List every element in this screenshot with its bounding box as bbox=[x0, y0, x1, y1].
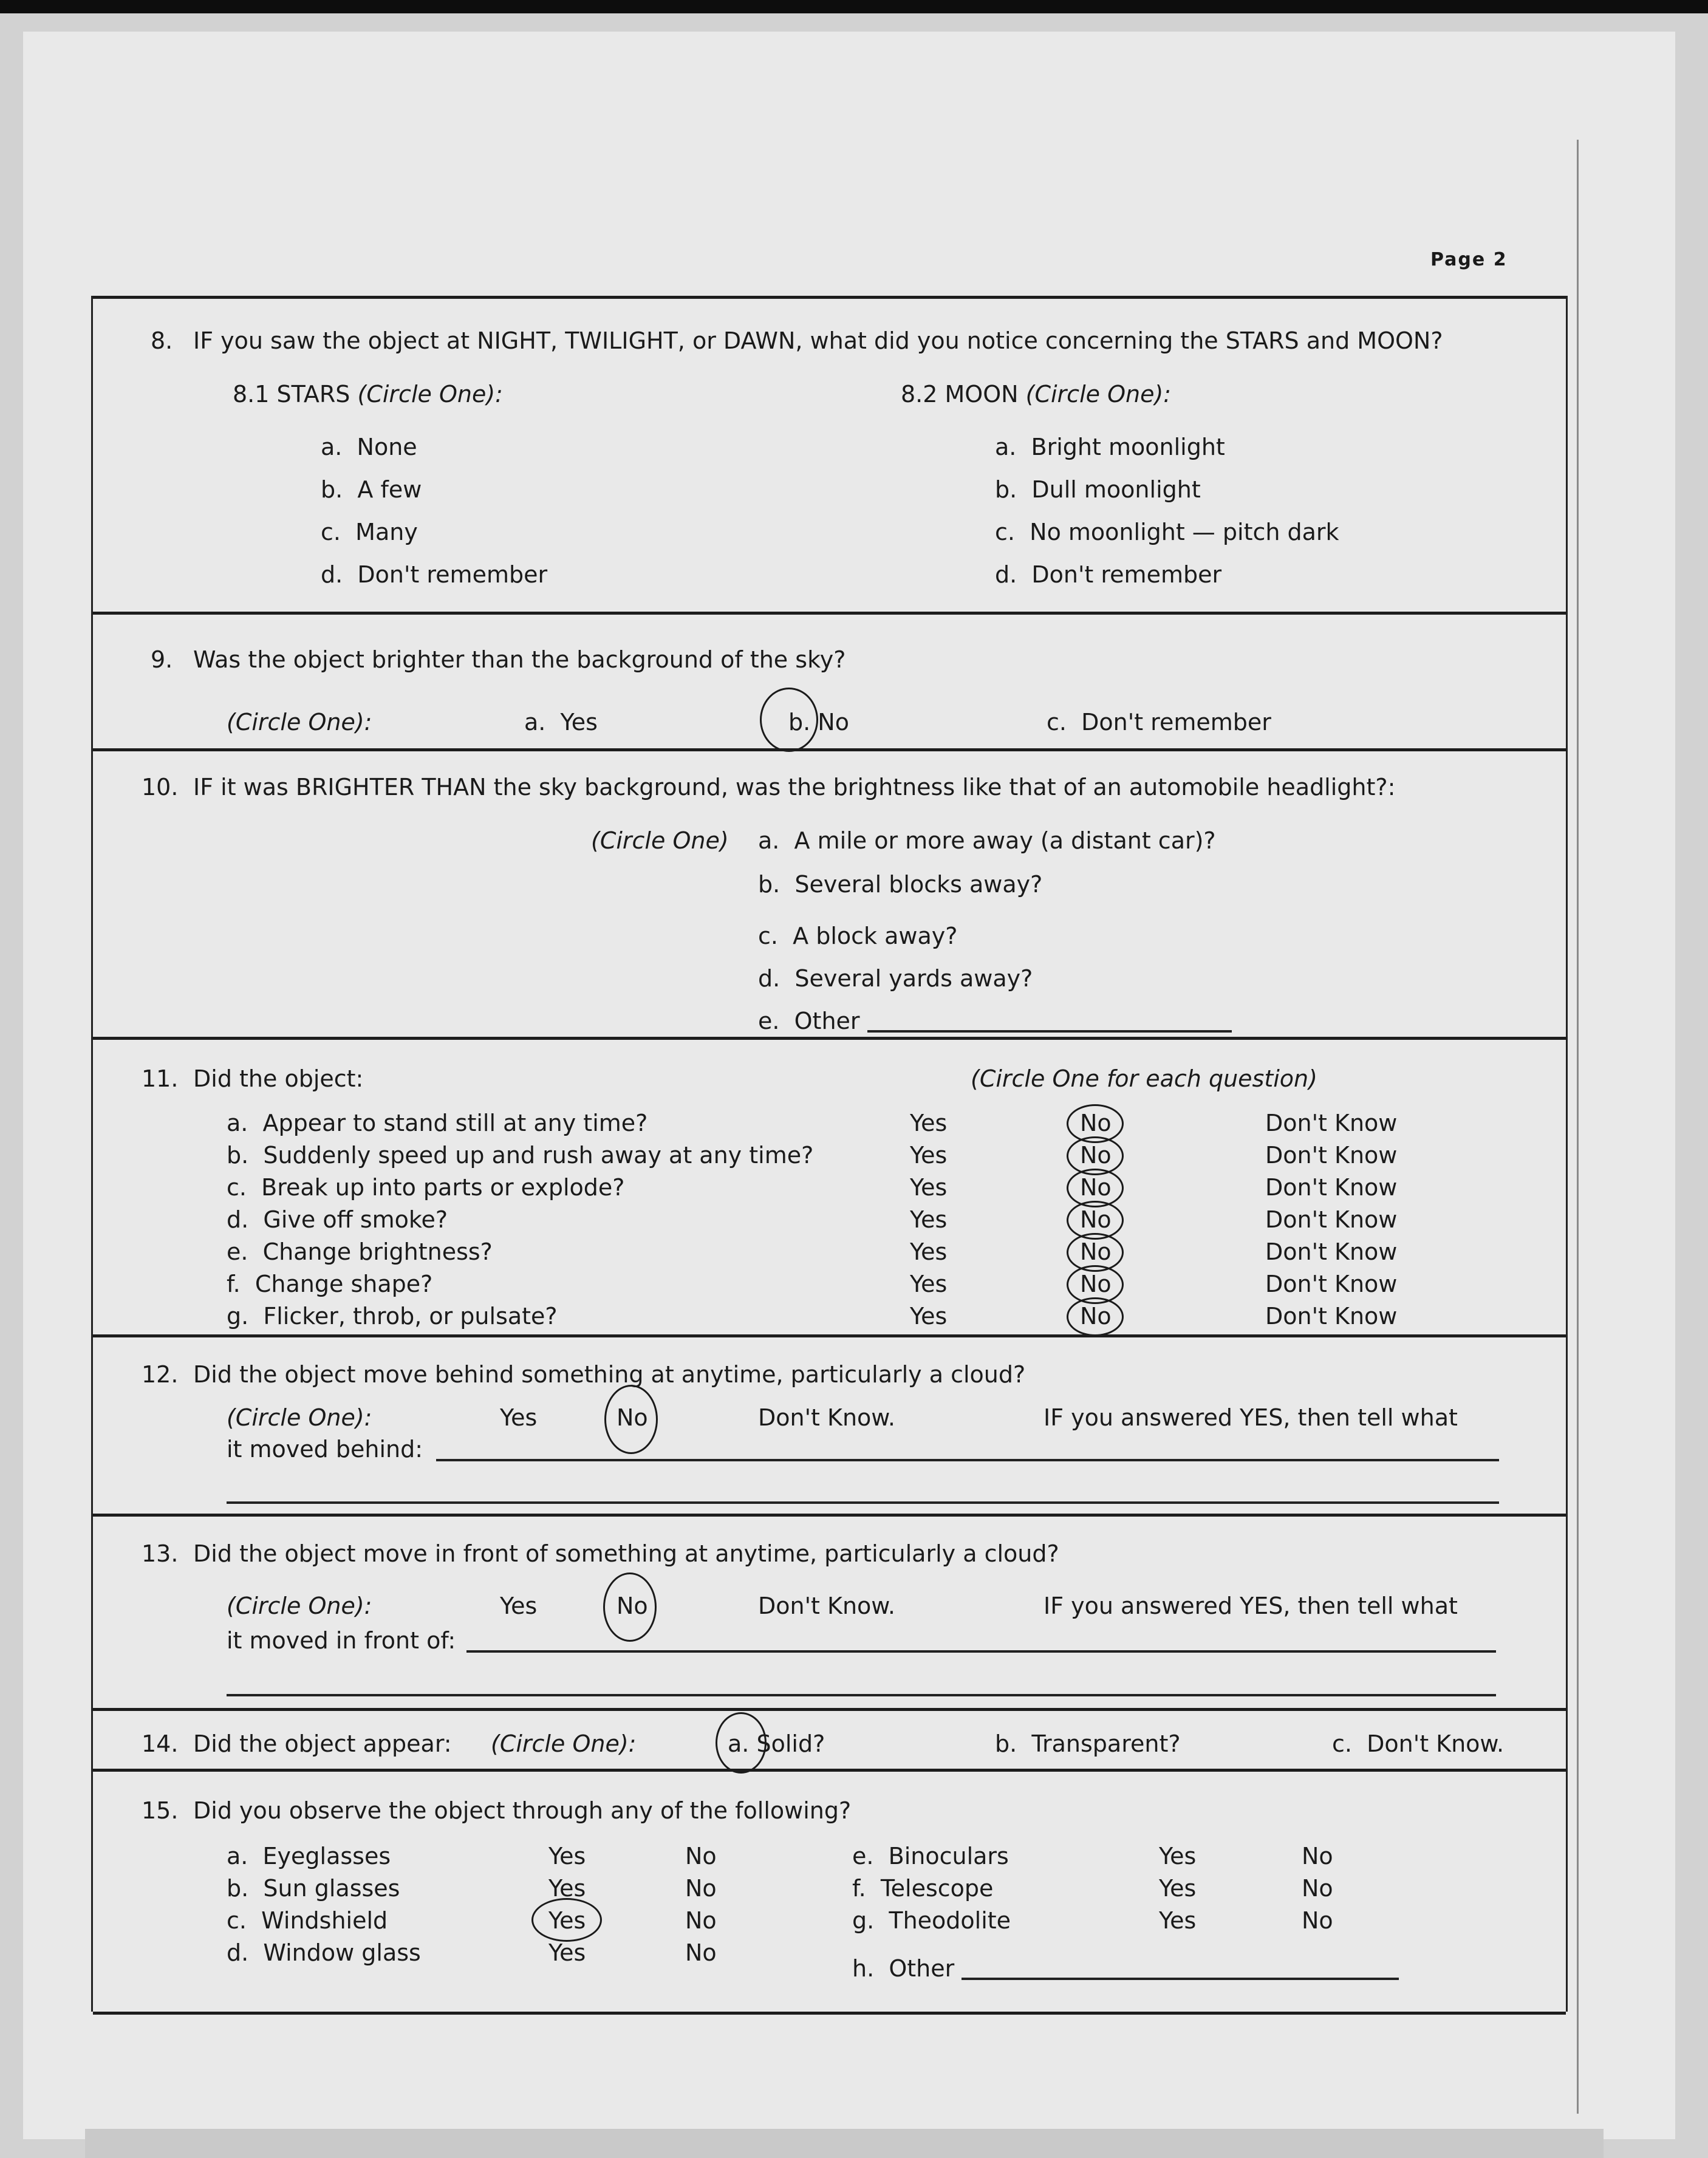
q11-choice-don-t-know[interactable]: Don't Know bbox=[1265, 1174, 1398, 1201]
q12-choice-no[interactable]: No bbox=[617, 1404, 648, 1431]
q11-choice-don-t-know[interactable]: Don't Know bbox=[1265, 1206, 1398, 1233]
question-9 bbox=[93, 612, 1566, 751]
q11-choice-don-t-know[interactable]: Don't Know bbox=[1265, 1303, 1398, 1330]
q11-choice-no[interactable]: No bbox=[1080, 1206, 1112, 1233]
question-number: 11. bbox=[142, 1065, 179, 1092]
hand-drawn-circle-mark bbox=[531, 1898, 602, 1942]
moved-behind-input-line-1[interactable] bbox=[436, 1435, 1499, 1461]
q15-choice-yes[interactable]: Yes bbox=[1159, 1875, 1197, 1902]
q11-item-label: b. Suddenly speed up and rush away at any time? bbox=[227, 1142, 814, 1169]
q11-choice-don-t-know[interactable]: Don't Know bbox=[1265, 1238, 1398, 1265]
q10-option-c[interactable]: c. A block away? bbox=[758, 923, 958, 949]
q10-option-b[interactable]: b. Several blocks away? bbox=[758, 871, 1043, 898]
followup-prompt: IF you answered YES, then tell what bbox=[1044, 1404, 1458, 1431]
question-text: Was the object brighter than the background of the sky? bbox=[193, 646, 846, 673]
moved-in-front-input-line-1[interactable] bbox=[466, 1626, 1496, 1653]
q11-item-label: e. Change brightness? bbox=[227, 1238, 493, 1265]
question-14 bbox=[93, 1708, 1566, 1772]
followup-prompt: IF you answered YES, then tell what bbox=[1044, 1593, 1458, 1619]
q11-choice-yes[interactable]: Yes bbox=[910, 1303, 948, 1330]
question-text: IF it was BRIGHTER THAN the sky background, was the brightness like that of an automobile headlight?: bbox=[193, 774, 1396, 801]
moon-option-b[interactable]: b. Dull moonlight bbox=[995, 476, 1201, 503]
q11-choice-no[interactable]: No bbox=[1080, 1238, 1112, 1265]
question-number: 12. bbox=[142, 1361, 179, 1388]
q11-choice-yes[interactable]: Yes bbox=[910, 1174, 948, 1201]
question-number: 14. bbox=[142, 1730, 179, 1757]
moon-heading: 8.2 MOON (Circle One): bbox=[901, 381, 1172, 408]
q14-option-b[interactable]: b. Transparent? bbox=[995, 1730, 1181, 1757]
moon-option-d[interactable]: d. Don't remember bbox=[995, 561, 1222, 588]
q15-choice-no[interactable]: No bbox=[685, 1907, 717, 1934]
circle-instruction: (Circle One): bbox=[227, 709, 372, 736]
circle-instruction: (Circle One): bbox=[491, 1730, 637, 1757]
question-number: 8. bbox=[151, 327, 173, 354]
question-15 bbox=[93, 1769, 1566, 2015]
question-number: 10. bbox=[142, 774, 179, 801]
q12-choice-yes[interactable]: Yes bbox=[500, 1404, 538, 1431]
q9-option-a[interactable]: a. Yes bbox=[524, 709, 598, 736]
q14-option-a[interactable]: a. Solid? bbox=[728, 1730, 825, 1757]
question-12 bbox=[93, 1334, 1566, 1517]
q9-option-b[interactable]: b. No bbox=[788, 709, 849, 736]
circle-instruction: (Circle One): bbox=[227, 1593, 372, 1619]
q11-choice-yes[interactable]: Yes bbox=[910, 1142, 948, 1169]
question-text: Did you observe the object through any of the following? bbox=[193, 1797, 852, 1824]
stars-option-c[interactable]: c. Many bbox=[321, 519, 418, 545]
q15-item-label: c. Windshield bbox=[227, 1907, 388, 1934]
other-input-line[interactable] bbox=[867, 1012, 1232, 1033]
q13-choice-no[interactable]: No bbox=[617, 1593, 648, 1619]
hand-drawn-circle-mark bbox=[760, 688, 818, 752]
question-10 bbox=[93, 748, 1566, 1040]
q11-choice-no[interactable]: No bbox=[1080, 1271, 1112, 1297]
question-text: Did the object appear: bbox=[193, 1730, 452, 1757]
q9-option-c[interactable]: c. Don't remember bbox=[1047, 709, 1271, 736]
q15-choice-yes[interactable]: Yes bbox=[548, 1907, 586, 1934]
q10-option-e[interactable]: e. Other bbox=[758, 1009, 1232, 1033]
stars-option-d[interactable]: d. Don't remember bbox=[321, 561, 548, 588]
moon-option-c[interactable]: c. No moonlight — pitch dark bbox=[995, 519, 1339, 545]
stars-heading: 8.1 STARS (Circle One): bbox=[233, 381, 503, 408]
q11-choice-no[interactable]: No bbox=[1080, 1142, 1112, 1169]
q15-choice-yes[interactable]: Yes bbox=[548, 1875, 586, 1902]
hand-drawn-circle-mark bbox=[1067, 1297, 1124, 1336]
q13-choice-dont-know[interactable]: Don't Know. bbox=[758, 1593, 895, 1619]
q11-item-label: d. Give off smoke? bbox=[227, 1206, 448, 1233]
circle-instruction: (Circle One for each question) bbox=[971, 1065, 1317, 1092]
q15-choice-yes[interactable]: Yes bbox=[1159, 1907, 1197, 1934]
q15-item-label: d. Window glass bbox=[227, 1939, 421, 1966]
q15-choice-no[interactable]: No bbox=[1302, 1907, 1333, 1934]
circle-instruction: (Circle One): bbox=[227, 1404, 372, 1431]
question-text: Did the object move behind something at anytime, particularly a cloud? bbox=[193, 1361, 1026, 1388]
question-number: 13. bbox=[142, 1540, 179, 1567]
q11-choice-yes[interactable]: Yes bbox=[910, 1238, 948, 1265]
question-text: IF you saw the object at NIGHT, TWILIGHT, or DAWN, what did you notice concerning the STARS and MOON? bbox=[193, 327, 1443, 354]
q15-choice-yes[interactable]: Yes bbox=[548, 1939, 586, 1966]
q11-item-label: f. Change shape? bbox=[227, 1271, 433, 1297]
q11-choice-no[interactable]: No bbox=[1080, 1174, 1112, 1201]
q15-item-label: e. Binoculars bbox=[852, 1843, 1009, 1869]
other-input-line[interactable] bbox=[962, 1959, 1399, 1980]
question-text: Did the object: bbox=[193, 1065, 364, 1092]
q11-choice-no[interactable]: No bbox=[1080, 1303, 1112, 1330]
hand-drawn-circle-mark bbox=[716, 1712, 767, 1774]
scan-top-border bbox=[0, 0, 1708, 13]
q11-choice-don-t-know[interactable]: Don't Know bbox=[1265, 1271, 1398, 1297]
q13-choice-yes[interactable]: Yes bbox=[500, 1593, 538, 1619]
q15-choice-no[interactable]: No bbox=[1302, 1875, 1333, 1902]
q11-choice-yes[interactable]: Yes bbox=[910, 1110, 948, 1136]
q15-choice-no[interactable]: No bbox=[685, 1843, 717, 1869]
followup-label: it moved behind: bbox=[227, 1436, 423, 1463]
q14-option-c[interactable]: c. Don't Know. bbox=[1332, 1730, 1505, 1757]
questionnaire-form bbox=[91, 296, 1568, 2012]
q15-choice-no[interactable]: No bbox=[685, 1939, 717, 1966]
question-8 bbox=[93, 296, 1566, 615]
question-number: 9. bbox=[151, 646, 173, 673]
scan-bottom-shadow bbox=[85, 2129, 1604, 2158]
question-number: 15. bbox=[142, 1797, 179, 1824]
paper-edge-line bbox=[1577, 140, 1579, 2114]
q15-item-label: b. Sun glasses bbox=[227, 1875, 400, 1902]
page-number: Page 2 bbox=[1430, 249, 1508, 270]
q11-choice-no[interactable]: No bbox=[1080, 1110, 1112, 1136]
stars-option-b[interactable]: b. A few bbox=[321, 476, 422, 503]
q15-choice-no[interactable]: No bbox=[1302, 1843, 1333, 1869]
question-11 bbox=[93, 1037, 1566, 1337]
q15-item-label: g. Theodolite bbox=[852, 1907, 1011, 1934]
q15-choice-yes[interactable]: Yes bbox=[548, 1843, 586, 1869]
q11-choice-yes[interactable]: Yes bbox=[910, 1271, 948, 1297]
q11-item-label: c. Break up into parts or explode? bbox=[227, 1174, 625, 1201]
circle-instruction: (Circle One) bbox=[591, 827, 729, 854]
stars-option-a[interactable]: a. None bbox=[321, 434, 417, 460]
q15-choice-yes[interactable]: Yes bbox=[1159, 1843, 1197, 1869]
moved-in-front-input-line-2[interactable] bbox=[227, 1676, 1496, 1696]
q15-option-other[interactable]: h. Other bbox=[852, 1957, 1399, 1980]
q11-item-label: g. Flicker, throb, or pulsate? bbox=[227, 1303, 558, 1330]
moved-behind-input-line-2[interactable] bbox=[227, 1483, 1499, 1504]
q11-choice-yes[interactable]: Yes bbox=[910, 1206, 948, 1233]
question-13 bbox=[93, 1514, 1566, 1711]
q12-choice-dont-know[interactable]: Don't Know. bbox=[758, 1404, 895, 1431]
q11-choice-don-t-know[interactable]: Don't Know bbox=[1265, 1110, 1398, 1136]
q10-option-a[interactable]: a. A mile or more away (a distant car)? bbox=[758, 827, 1216, 854]
q11-item-label: a. Appear to stand still at any time? bbox=[227, 1110, 648, 1136]
question-text: Did the object move in front of something at anytime, particularly a cloud? bbox=[193, 1540, 1059, 1567]
moon-option-a[interactable]: a. Bright moonlight bbox=[995, 434, 1225, 460]
followup-label: it moved in front of: bbox=[227, 1627, 456, 1654]
q10-option-d[interactable]: d. Several yards away? bbox=[758, 965, 1033, 992]
q15-item-label: a. Eyeglasses bbox=[227, 1843, 391, 1869]
q15-item-label: f. Telescope bbox=[852, 1875, 994, 1902]
q15-choice-no[interactable]: No bbox=[685, 1875, 717, 1902]
q11-choice-don-t-know[interactable]: Don't Know bbox=[1265, 1142, 1398, 1169]
